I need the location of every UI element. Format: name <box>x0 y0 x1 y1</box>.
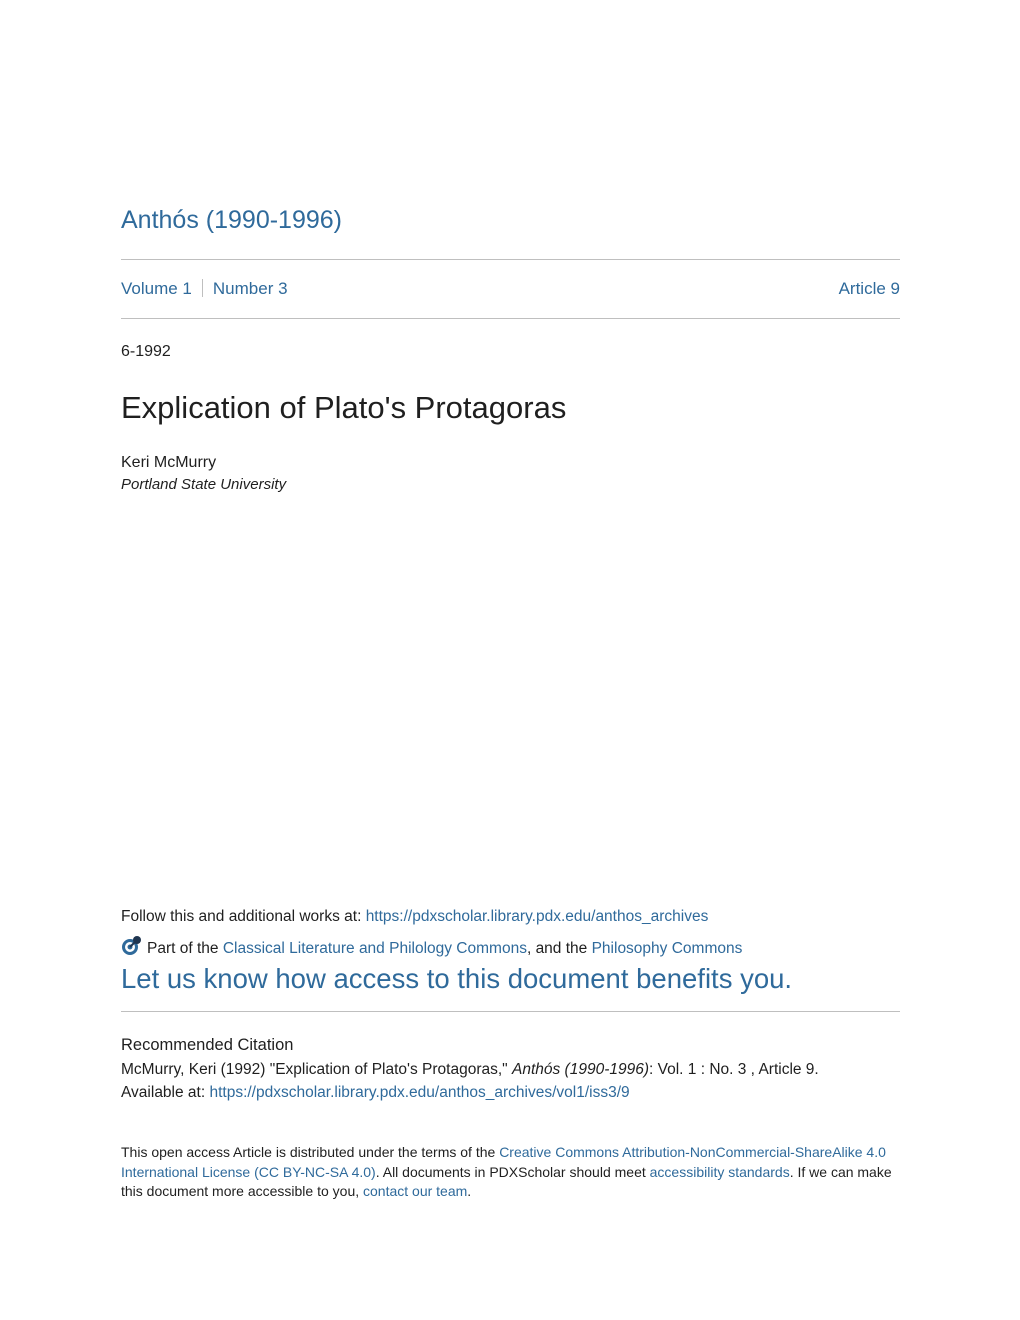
philosophy-commons-link[interactable]: Philosophy Commons <box>591 940 743 957</box>
license-statement <box>121 1143 900 1202</box>
cc-license-link[interactable]: Creative Commons Attribution-NonCommercial-ShareAlike 4.0 International License (CC BY-NC-SA 4.0) <box>121 1144 886 1180</box>
license-text-4: . <box>467 1183 472 1199</box>
nav-divider <box>121 318 900 319</box>
header-divider <box>121 259 900 260</box>
benefit-feedback-link[interactable]: Let us know how access to this document benefits you. <box>121 963 793 994</box>
follow-prefix: Follow this and additional works at: <box>121 908 366 925</box>
publication-date: 6-1992 <box>121 343 171 360</box>
article-link[interactable]: Article 9 <box>838 279 900 298</box>
part-of-prefix: Part of the <box>147 940 223 957</box>
license-text-3: . If we can make this document more accessible to you, <box>121 1163 892 1199</box>
license-text-1: This open access Article is distributed under the terms of the <box>121 1144 500 1160</box>
author-affiliation: Portland State University <box>121 476 287 493</box>
volume-link[interactable]: Volume 1 <box>121 279 192 298</box>
citation-text-before: McMurry, Keri (1992) "Explication of Plato's Protagoras," <box>121 1061 512 1078</box>
accessibility-standards-link[interactable]: accessibility standards <box>649 1163 790 1180</box>
classical-literature-commons-link[interactable]: Classical Literature and Philology Commons <box>222 940 527 957</box>
citation-text-after: : Vol. 1 : No. 3 , Article 9. <box>649 1061 819 1078</box>
contact-team-link[interactable]: contact our team <box>363 1183 468 1199</box>
citation-divider <box>121 1011 900 1012</box>
number-link[interactable]: Number 3 <box>212 279 288 298</box>
article-title: Explication of Plato's Protagoras <box>121 390 567 425</box>
citation-journal: Anthós (1990-1996) <box>512 1061 650 1078</box>
commons-network-icon <box>121 935 143 957</box>
journal-title-link[interactable]: Anthós (1990-1996) <box>121 206 342 234</box>
citation-heading: Recommended Citation <box>121 1036 294 1054</box>
issue-navigation <box>121 277 900 301</box>
part-of-middle: , and the <box>526 940 592 957</box>
citation-url-link[interactable]: https://pdxscholar.library.pdx.edu/anthos_archives/vol1/iss3/9 <box>209 1084 630 1101</box>
archive-url-link[interactable]: https://pdxscholar.library.pdx.edu/anthos_archives <box>365 908 709 925</box>
nav-separator <box>202 279 203 297</box>
license-text-2: . All documents in PDXScholar should meet <box>375 1163 650 1180</box>
citation-available-prefix: Available at: <box>121 1084 210 1101</box>
part-of-line <box>121 935 742 959</box>
follow-line <box>121 906 708 927</box>
author-name: Keri McMurry <box>121 454 217 471</box>
citation-body <box>121 1058 900 1104</box>
